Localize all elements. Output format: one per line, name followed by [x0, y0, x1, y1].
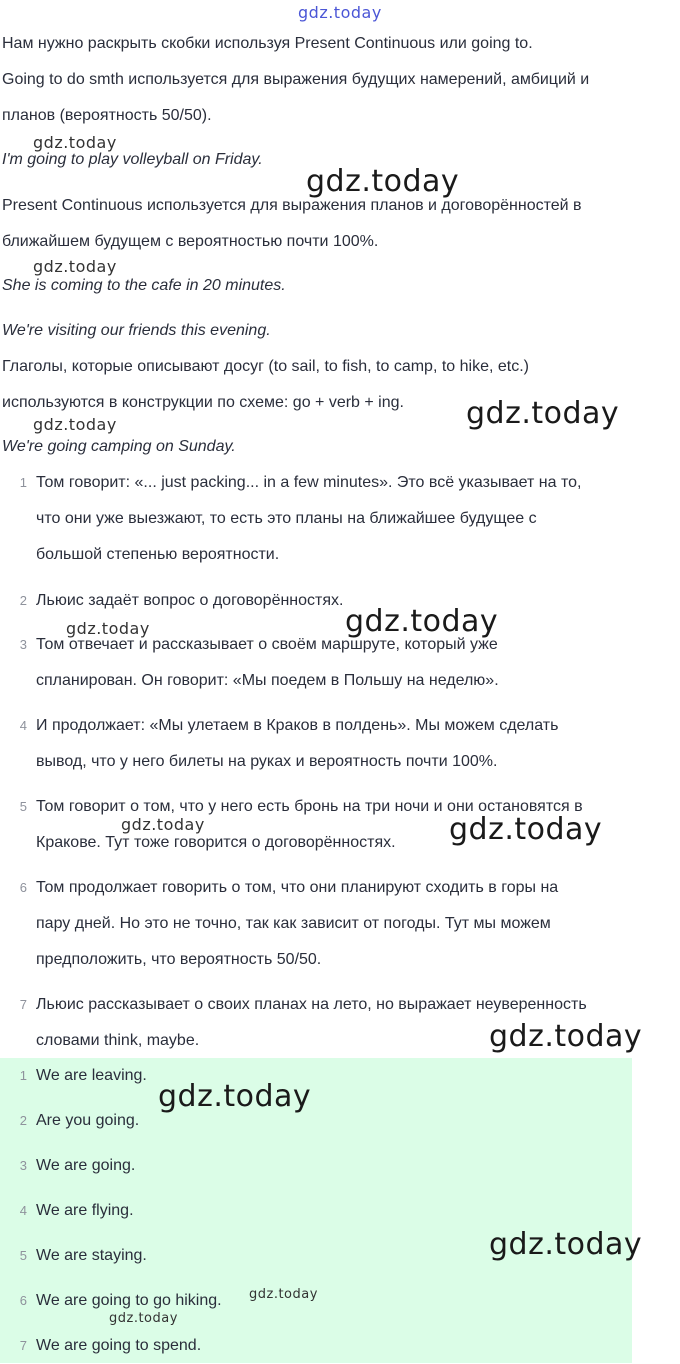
watermark: gdz.today	[33, 133, 117, 152]
list-text: большой степенью вероятности.	[36, 546, 280, 563]
answer-number: 6	[19, 1293, 27, 1308]
list-text: что они уже выезжают, то есть это планы на ближайшее будущее с	[36, 510, 537, 527]
list-text: Кракове. Тут тоже говорится о договорённостях.	[36, 834, 396, 851]
list-text: словами think, maybe.	[36, 1032, 200, 1049]
answer-text: We are going.	[36, 1157, 136, 1174]
watermark: gdz.today	[33, 415, 117, 434]
watermark: gdz.today	[466, 396, 620, 431]
answer-text: Are you going.	[36, 1112, 140, 1129]
watermark: gdz.today	[489, 1019, 643, 1054]
watermark: gdz.today	[489, 1227, 643, 1262]
intro-line-3: планов (вероятность 50/50).	[2, 107, 212, 124]
list-text: спланирован. Он говорит: «Мы поедем в Польшу на неделю».	[36, 672, 499, 689]
list-text: Льюис рассказывает о своих планах на лето, но выражает неуверенность	[36, 996, 587, 1013]
list-text: предположить, что вероятность 50/50.	[36, 951, 322, 968]
answer-text: We are going to go hiking.	[36, 1292, 222, 1309]
answer-text: We are leaving.	[36, 1067, 147, 1084]
watermark: gdz.today	[158, 1079, 312, 1114]
list-number: 2	[19, 593, 27, 608]
list-number: 7	[19, 997, 27, 1012]
intro-line-2: Going to do smth используется для выражения будущих намерений, амбиций и	[2, 71, 590, 88]
intro-line-7: используются в конструкции по схеме: go + verb + ing.	[2, 394, 404, 411]
list-number: 3	[19, 637, 27, 652]
watermark: gdz.today	[33, 257, 117, 276]
watermark: gdz.today	[66, 619, 150, 638]
watermark: gdz.today	[121, 815, 205, 834]
watermark: gdz.today	[249, 1287, 318, 1302]
list-text: И продолжает: «Мы улетаем в Краков в полдень». Мы можем сделать	[36, 717, 559, 734]
answer-number: 5	[19, 1248, 27, 1263]
intro-line-5: ближайшем будущем с вероятностью почти 100%.	[2, 233, 379, 250]
example-3: We're visiting our friends this evening.	[2, 322, 271, 339]
list-text: Том продолжает говорить о том, что они планируют сходить в горы на	[36, 879, 559, 896]
list-text: Том отвечает и рассказывает о своём маршруте, который уже	[36, 636, 498, 653]
watermark: gdz.today	[345, 604, 499, 639]
example-1: I'm going to play volleyball on Friday.	[2, 151, 263, 168]
list-number: 6	[19, 880, 27, 895]
list-text: пару дней. Но это не точно, так как зависит от погоды. Тут мы можем	[36, 915, 551, 932]
list-text: Льюис задаёт вопрос о договорённостях.	[36, 592, 344, 609]
intro-line-4: Present Continuous используется для выражения планов и договорённостей в	[2, 197, 582, 214]
answers-block	[0, 1058, 632, 1363]
list-text: Том говорит: «... just packing... in a few minutes». Это всё указывает на то,	[36, 474, 582, 491]
answer-text: We are flying.	[36, 1202, 134, 1219]
list-number: 1	[19, 475, 27, 490]
watermark: gdz.today	[298, 3, 382, 22]
example-4: We're going camping on Sunday.	[2, 438, 236, 455]
answer-number: 1	[19, 1068, 27, 1083]
list-number: 4	[19, 718, 27, 733]
list-text: Том говорит о том, что у него есть бронь на три ночи и они остановятся в	[36, 798, 583, 815]
answer-number: 3	[19, 1158, 27, 1173]
answer-number: 2	[19, 1113, 27, 1128]
watermark: gdz.today	[109, 1311, 178, 1326]
answer-number: 7	[19, 1338, 27, 1353]
list-number: 5	[19, 799, 27, 814]
intro-line-1: Нам нужно раскрыть скобки используя Present Continuous или going to.	[2, 35, 533, 52]
list-text: вывод, что у него билеты на руках и вероятность почти 100%.	[36, 753, 498, 770]
watermark: gdz.today	[306, 164, 460, 199]
answer-text: We are staying.	[36, 1247, 147, 1264]
answer-text: We are going to spend.	[36, 1337, 202, 1354]
intro-line-6: Глаголы, которые описывают досуг (to sail, to fish, to camp, to hike, etc.)	[2, 358, 529, 375]
answer-number: 4	[19, 1203, 27, 1218]
example-2: She is coming to the cafe in 20 minutes.	[2, 277, 286, 294]
watermark: gdz.today	[449, 812, 603, 847]
